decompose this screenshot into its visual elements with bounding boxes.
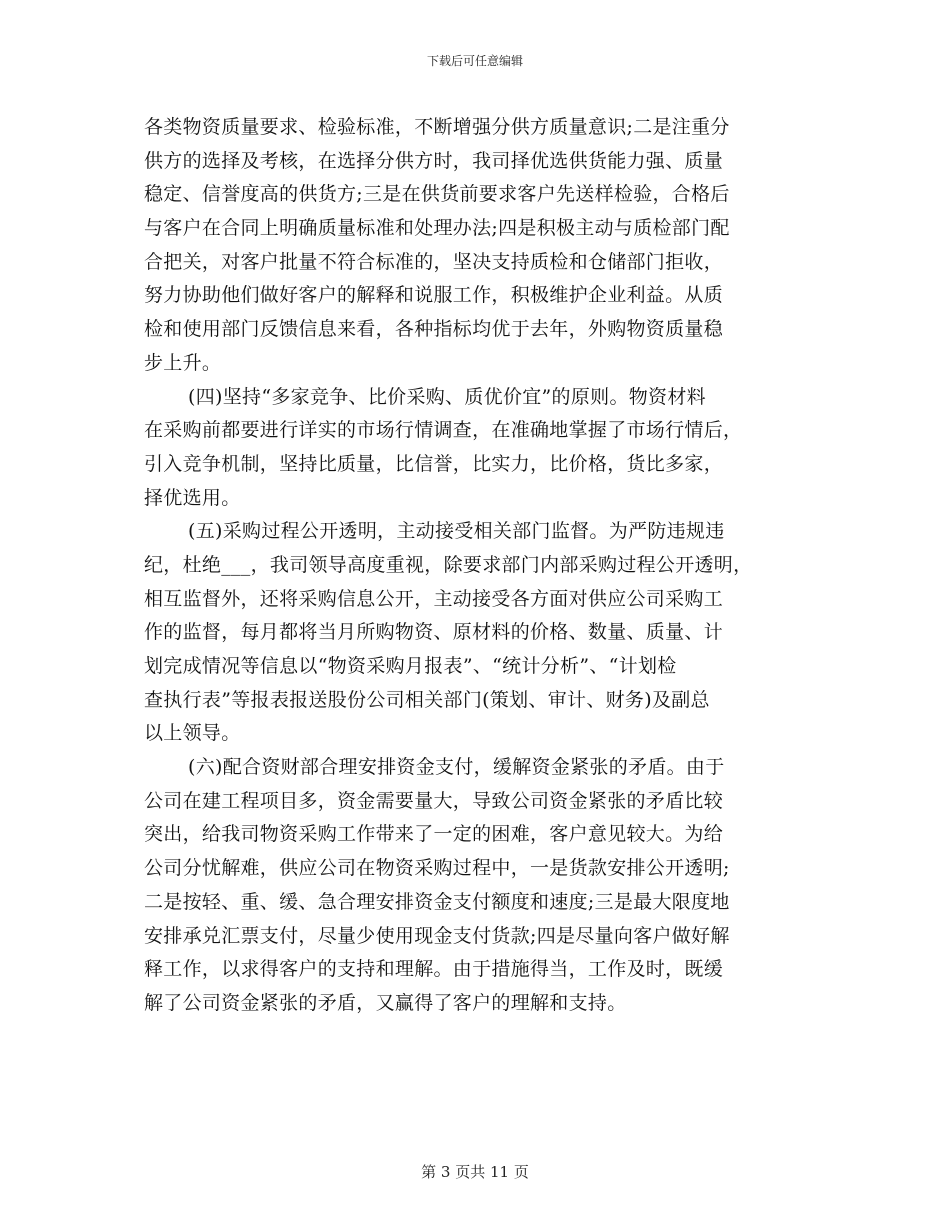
text-line: 合把关，对客户批量不符合标准的，坚决支持质检和仓储部门拒收， [144,250,724,273]
text-line: 二是按轻、重、缓、急合理安排资金支付额度和速度;三是最大限度地 [144,890,730,913]
text-line: 纪，杜绝___，我司领导高度重视，除要求部门内部采购过程公开透明， [144,553,753,576]
text-line: 与客户在合同上明确质量标准和处理办法;四是积极主动与质检部门配 [144,217,730,240]
text-line: 在采购前都要进行详实的市场行情调查，在准确地掌握了市场行情后， [144,419,743,442]
text-line: 检和使用部门反馈信息来看，各种指标均优于去年，外购物资质量稳 [144,318,724,341]
paragraph-start-line: (四)坚持“多家竞争、比价采购、质优价宜”的原则。物资材料 [188,385,706,408]
paragraph-start-line: (六)配合资财部合理安排资金支付，缓解资金紧张的矛盾。由于 [188,756,725,779]
page-header: 下载后可任意编辑 [426,54,523,68]
text-line: 稳定、信誉度高的供货方;三是在供货前要求客户先送样检验，合格后 [144,183,730,206]
text-line: 步上升。 [144,351,222,374]
text-line: 相互监督外，还将采购信息公开，主动接受各方面对供应公司采购工 [144,587,724,610]
text-line: 作的监督，每月都将当月所购物资、原材料的价格、数量、质量、计 [144,621,724,644]
text-line: 查执行表”等报表报送股份公司相关部门(策划、审计、财务)及副总 [144,688,710,711]
text-line: 努力协助他们做好客户的解释和说服工作，积极维护企业利益。从质 [144,284,724,307]
text-line: 解了公司资金紧张的矛盾，又赢得了客户的理解和支持。 [144,991,627,1014]
text-line: 公司在建工程项目多，资金需要量大，导致公司资金紧张的矛盾比较 [144,789,724,812]
text-line: 择优选用。 [144,486,241,509]
text-line: 突出，给我司物资采购工作带来了一定的困难，客户意见较大。为给 [144,823,724,846]
text-line: 安排承兑汇票支付，尽量少使用现金支付货款;四是尽量向客户做好解 [144,924,730,947]
page-footer: 第 3 页共 11 页 [421,1163,529,1181]
text-line: 各类物资质量要求、检验标准，不断增强分供方质量意识;二是注重分 [144,116,730,138]
paragraph-start-line: (五)采购过程公开透明，主动接受相关部门监督。为严防违规违 [188,520,725,543]
text-line: 供方的选择及考核，在选择分供方时，我司择优选供货能力强、质量 [144,149,724,172]
text-line: 公司分忧解难，供应公司在物资采购过程中，一是货款安排公开透明; [144,857,730,880]
text-line: 以上领导。 [144,722,241,745]
document-body [144,111,824,1021]
text-line: 释工作，以求得客户的支持和理解。由于措施得当，工作及时，既缓 [144,958,724,981]
text-line: 引入竞争机制，坚持比质量，比信誉，比实力，比价格，货比多家， [144,452,724,475]
text-line: 划完成情况等信息以“物资采购月报表”、“统计分析”、“计划检 [144,655,677,677]
